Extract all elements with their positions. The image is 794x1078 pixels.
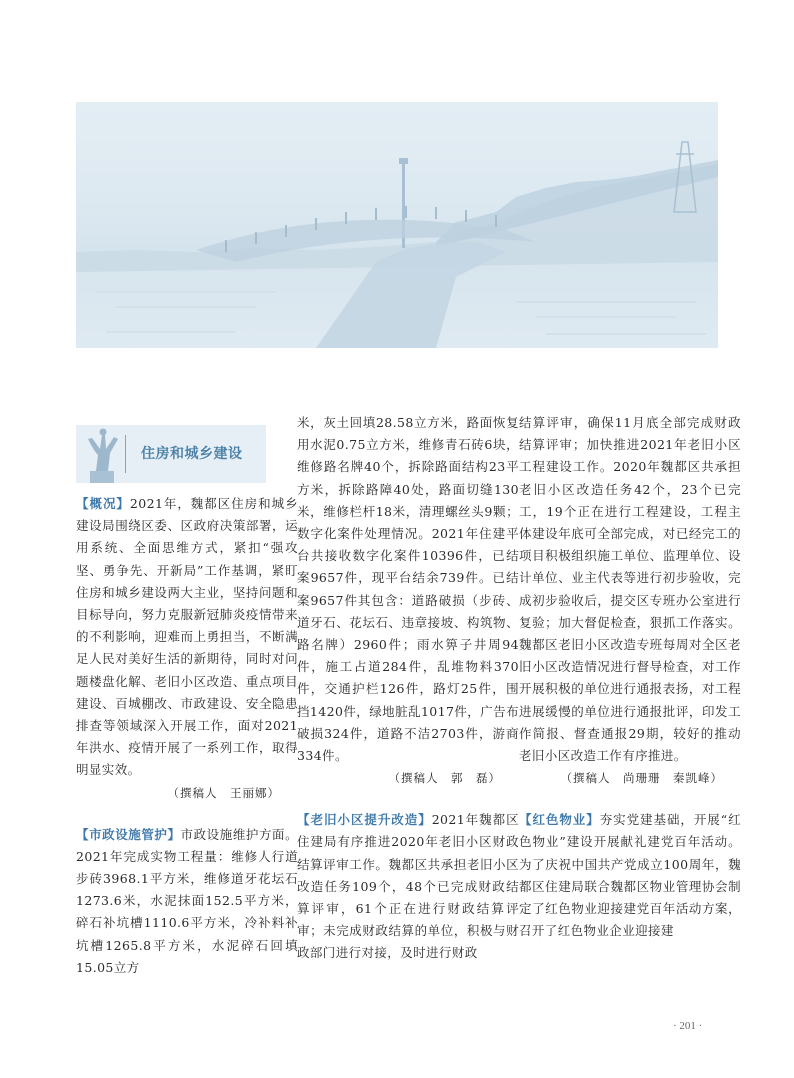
- article-byline: （撰稿人 郭 磊）: [388, 771, 501, 786]
- column-1: [76, 425, 298, 979]
- article-body: 2021年魏都区住建局有序推进2020年老旧小区财政结算评审工作。魏都区共承担老旧小区改造任务109个，48个已完成财政结算评审，61个正在进行财政结算评审；未完成财政结算的单位，积极与财政部门进行对接，及时进行财政: [297, 812, 519, 961]
- article-overview: [76, 493, 298, 782]
- article-byline: （撰稿人 王丽娜）: [167, 785, 280, 800]
- article-red-property: [519, 809, 741, 942]
- article-tag: 【市政设施管护】: [76, 826, 181, 842]
- article-body: 2021年，魏都区住房和城乡建设局围绕区委、区政府决策部署，运用系统、全面思维方式，紧扣“强攻坚、勇争先、开新局”工作基调，紧盯住房和城乡建设两大主业，坚持问题和目标导向，努力克服新冠肺炎疫情带来的不利影响，迎难而上勇担当，不断满足人民对美好生活的新期待，同时对问题楼盘化解、老旧小区改造、重点项目建设、百城棚改、市政建设、安全隐患排查等领域深入开展工作，面对2021年洪水、疫情开展了一系列工作，取得明显实效。: [76, 496, 298, 778]
- section-header: [76, 425, 266, 483]
- article-old-community-renovation: [297, 809, 519, 964]
- article-body: 市政设施维护方面。2021年完成实物工程量：维修人行道步砖3968.1平方米，维修道牙花坛石1273.6米，水泥抹面152.5平方米，碎石补坑槽1110.6平方米，冷补料补坑槽1265.8平方米，水泥碎石回填15.05立方: [76, 826, 298, 975]
- statue-icon: [76, 425, 126, 483]
- article-old-community-renovation-cont: 结算评审，确保11月底全部完成财政结算评审；加快推进2021年老旧小区工程建设工作。2020年魏都区共承担老旧小区改造任务42个，23个已完工，19个正在进行工程建设，工程主体建设年底可全部完成，对已经完工的项目积极组织施工单位、监理单位、设计单位、业主代表等进行初步验收，完成初步验收后，提交区专班办公室进行复验；加大督促检查，狠抓工作落实。魏都区老旧小区改造专班每周对全区老旧小区改造情况进行督导检查，对工作开展积极的单位进行通报表扬，对工程进展缓慢的单位进行通报批评，印发工作简报、督查通报29期，较好的推动老旧小区改造工作有序推进。: [519, 415, 741, 764]
- chapter-banner: [76, 102, 718, 348]
- section-title: 住房和城乡建设: [141, 446, 243, 462]
- article-tag: 【概况】: [76, 496, 130, 511]
- pier-lake-illustration: [76, 102, 718, 348]
- article-body: 夯实党建基础，开展“红色物业”建设开展献礼建党百年活动。为了庆祝中国共产党成立100周年，魏都区住建局联合魏都区物业管理协会制定了红色物业迎接建党百年活动方案，召开了红色物业企业迎接建: [519, 812, 741, 939]
- article-municipal-facilities: [76, 824, 298, 979]
- page-number: · 201 ·: [673, 1020, 703, 1032]
- article-byline: （撰稿人 尚珊珊 秦凯峰）: [560, 771, 723, 786]
- article-municipal-facilities-cont: 米，灰土回填28.58立方米，路面恢复用水泥0.75立方米，维修青石砖6块，维修路名牌40个，拆除路面结构23平方米，拆除路障40处，路面切缝130米，维修栏杆18米，清理螺丝头9颗；数字化案件处理情况。2021年住建平台共接收数字化案件10396件，已结案9657件，现平台结余739件。已结案9657件其包含：道路破损（步砖、道牙石、花坛石、违章接坡、构筑物、路名牌）2960件；雨水箅子井周94件，施工占道284件，乱堆物料370件，交通护栏126件，路灯25件，围挡1420件，绿地脏乱1017件，广告布破损324件，道路不洁2703件，游商334件。: [297, 415, 519, 764]
- section-header-divider: [125, 435, 126, 473]
- article-tag: 【红色物业】: [519, 812, 600, 828]
- article-tag: 【老旧小区提升改造】: [297, 812, 432, 828]
- column-2: [297, 412, 519, 965]
- column-3: [519, 412, 741, 942]
- chapter-title: [182, 347, 468, 348]
